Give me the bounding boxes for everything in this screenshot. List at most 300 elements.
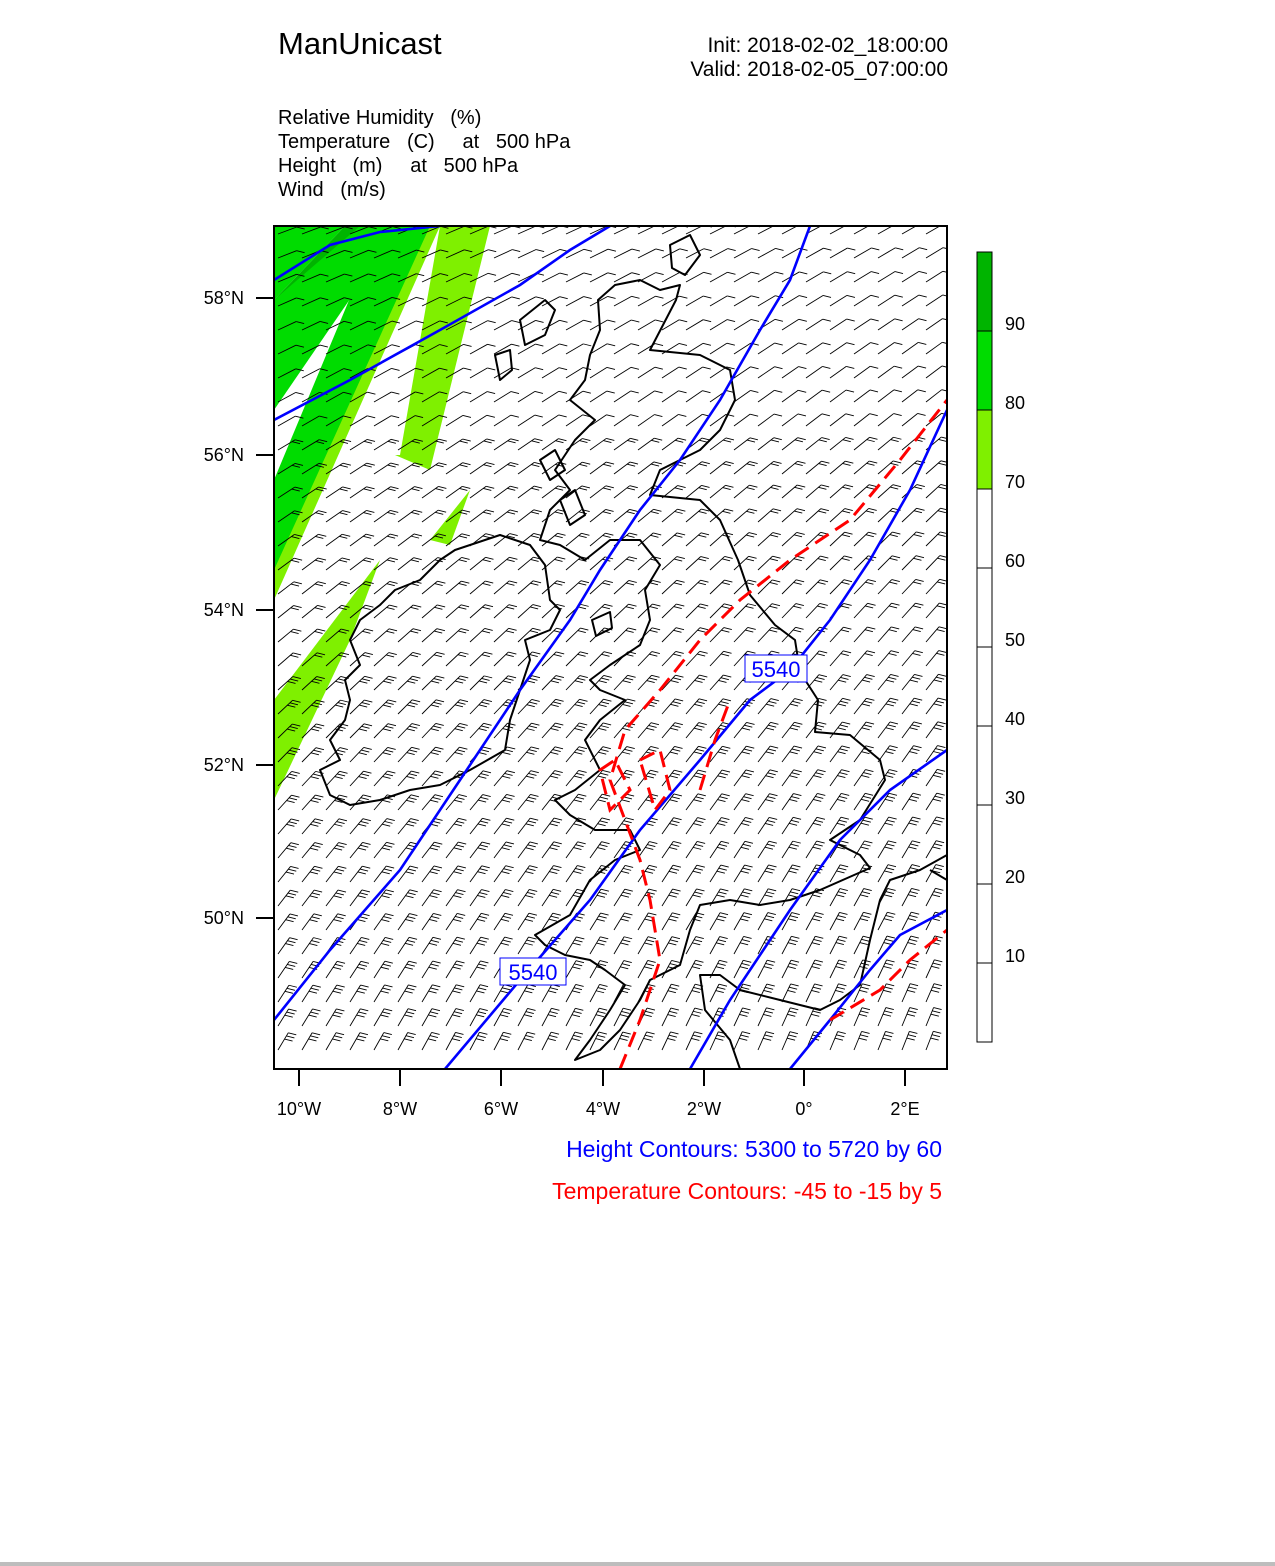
lon-axis	[277, 1069, 920, 1119]
wind-barb	[878, 1008, 886, 1026]
wind-barb	[926, 579, 940, 594]
wind-barb-feather	[438, 510, 446, 512]
wind-barb-feather	[336, 1009, 344, 1011]
wind-barb-feather	[361, 937, 369, 939]
wind-barb-feather	[336, 917, 344, 919]
wind-barb	[806, 675, 819, 690]
wind-barb-feather	[596, 1015, 604, 1017]
wind-barb	[806, 841, 817, 858]
wind-barb-feather	[767, 960, 775, 962]
wind-barb-feather	[934, 728, 942, 730]
wind-barb-feather	[359, 705, 367, 707]
wind-barb	[758, 485, 773, 498]
wind-barb-feather	[725, 556, 733, 558]
lat-tick-label: 52°N	[203, 755, 244, 775]
wind-barb-feather	[650, 770, 658, 772]
wind-barb	[854, 651, 867, 666]
wind-barb-feather	[553, 866, 561, 868]
wind-barb-feather	[725, 509, 733, 511]
wind-barb-feather	[478, 1012, 486, 1014]
wind-barb-feather	[694, 964, 702, 966]
wind-barb-feather	[669, 1011, 677, 1013]
wind-barb	[614, 913, 624, 930]
wind-barb	[446, 676, 460, 690]
wind-barb-feather	[704, 249, 712, 251]
wind-barb-feather	[842, 535, 850, 537]
wind-barb-feather	[645, 1011, 653, 1013]
wind-barb-feather	[793, 841, 801, 843]
wind-barb-feather	[813, 847, 821, 849]
wind-barb	[326, 961, 337, 978]
wind-barb-feather	[577, 726, 585, 728]
wind-barb	[446, 985, 456, 1002]
wind-barb-feather	[534, 533, 542, 535]
wind-barb	[806, 414, 822, 426]
wind-barb-feather	[746, 794, 754, 796]
wind-barb-feather	[530, 607, 538, 609]
wind-barb-feather	[460, 676, 468, 678]
wind-barb-feather	[505, 750, 513, 752]
wind-barb-feather	[672, 749, 680, 751]
wind-barb-feather	[577, 702, 585, 704]
wind-barb-feather	[478, 824, 486, 826]
wind-barb	[614, 889, 625, 906]
wind-barb-feather	[869, 485, 877, 487]
wind-barb	[470, 937, 481, 954]
wind-barb-feather	[318, 605, 326, 607]
wind-barb	[398, 1009, 408, 1026]
wind-barb	[518, 297, 536, 306]
wind-barb-feather	[337, 774, 345, 776]
wind-barb-feather	[787, 1038, 795, 1040]
wind-barb-feather	[700, 628, 708, 630]
wind-barb-feather	[648, 960, 656, 962]
wind-barb-feather	[914, 535, 922, 537]
wind-barb-feather	[813, 823, 821, 825]
wind-barb	[422, 676, 436, 690]
wind-barb-feather	[694, 940, 702, 942]
wind-barb-feather	[843, 440, 851, 442]
wind-barb	[902, 841, 912, 858]
wind-barb	[638, 438, 654, 450]
wind-barb-feather	[910, 915, 918, 917]
wind-barb-feather	[359, 753, 367, 755]
wind-barb-feather	[528, 797, 536, 799]
wind-barb-feather	[889, 630, 897, 632]
wind-barb-feather	[694, 776, 702, 778]
wind-barb-feather	[530, 794, 538, 796]
wind-barb-feather	[531, 536, 539, 538]
wind-barb-feather	[866, 463, 874, 465]
wind-barb	[518, 1008, 528, 1026]
wind-barb-feather	[367, 416, 375, 418]
wind-barb	[902, 888, 912, 906]
wind-barb-feather	[457, 750, 465, 752]
wind-barb	[326, 819, 339, 834]
wind-barb-feather	[287, 988, 295, 990]
wind-barb	[614, 438, 630, 450]
wind-barb-feather	[703, 343, 711, 345]
wind-barb-feather	[741, 800, 749, 802]
wind-barb-feather	[723, 488, 731, 490]
wind-barb-feather	[333, 967, 341, 969]
wind-barb	[638, 937, 648, 954]
wind-barb	[806, 343, 823, 354]
wind-barb	[470, 866, 482, 882]
wind-barb-feather	[751, 296, 759, 298]
wind-barb-feather	[624, 913, 632, 915]
wind-barb-feather	[434, 890, 442, 892]
wind-barb-feather	[405, 991, 413, 993]
wind-barb	[302, 961, 313, 978]
wind-barb	[758, 556, 773, 570]
wind-barb-feather	[696, 725, 704, 727]
wind-barb	[518, 699, 532, 714]
wind-barb	[782, 984, 791, 1002]
wind-barb-feather	[584, 249, 592, 251]
wind-barb-feather	[287, 777, 295, 779]
wind-barb-feather	[644, 1038, 652, 1040]
wind-barb-feather	[911, 820, 919, 822]
wind-barb	[446, 723, 460, 738]
wind-barb-feather	[527, 869, 535, 871]
wind-barb-feather	[511, 344, 519, 346]
wind-barb-feather	[335, 1012, 343, 1014]
wind-barb-feather	[745, 630, 753, 632]
wind-barb-feather	[311, 800, 319, 802]
wind-barb-feather	[286, 920, 294, 922]
wind-barb	[302, 629, 317, 642]
wind-barb-feather	[511, 392, 519, 394]
wind-barb-feather	[410, 866, 418, 868]
wind-barb-feather	[458, 631, 466, 633]
wind-barb-feather	[836, 1035, 844, 1037]
wind-barb-feather	[632, 273, 640, 275]
wind-barb	[782, 699, 795, 714]
wind-barb-feather	[386, 842, 394, 844]
wind-barb	[590, 699, 603, 714]
wind-barb-feather	[527, 940, 535, 942]
wind-barb-feather	[918, 413, 926, 415]
wind-barb-feather	[391, 463, 399, 465]
wind-barb-feather	[794, 511, 802, 513]
wind-barb-feather	[912, 653, 920, 655]
colorbar-label: 10	[1005, 946, 1026, 966]
wind-barb-feather	[912, 841, 920, 843]
wind-barb	[662, 818, 674, 834]
wind-barb-feather	[533, 581, 541, 583]
wind-barb	[686, 580, 700, 594]
wind-barb-feather	[342, 558, 350, 560]
wind-barb	[662, 913, 672, 930]
contour-label	[745, 655, 807, 682]
wind-barb-feather	[771, 440, 779, 442]
wind-barb-feather	[626, 818, 634, 820]
wind-barb-feather	[935, 888, 943, 890]
wind-barb-feather	[559, 368, 567, 370]
wind-barb	[878, 841, 888, 858]
wind-barb-feather	[746, 770, 754, 772]
wind-barb-feather	[628, 628, 636, 630]
wind-barb	[758, 343, 775, 354]
wind-barb-feather	[651, 723, 659, 725]
wind-barb-feather	[387, 512, 395, 514]
wind-barb	[806, 272, 823, 282]
wind-barb	[686, 675, 699, 690]
wind-barb-feather	[789, 871, 797, 873]
wind-barb-feather	[789, 1035, 797, 1037]
wind-barb-feather	[934, 960, 942, 962]
wind-barb	[566, 652, 580, 666]
wind-barb	[422, 842, 434, 858]
wind-barb-feather	[863, 960, 871, 962]
wind-barb-feather	[863, 773, 871, 775]
wind-barb-feather	[770, 582, 778, 584]
wind-barb-feather	[653, 509, 661, 511]
wind-barb-feather	[935, 796, 943, 798]
wind-barb	[422, 723, 436, 738]
wind-barb-feather	[812, 895, 820, 897]
wind-barb-feather	[453, 967, 461, 969]
wind-barb-feather	[337, 822, 345, 824]
wind-barb-feather	[381, 991, 389, 993]
wind-barb-feather	[919, 319, 927, 321]
wind-barb-feather	[531, 771, 539, 773]
wind-barb-feather	[742, 752, 750, 754]
wind-barb	[902, 461, 917, 474]
wind-barb-feather	[459, 583, 467, 585]
wind-barb	[446, 961, 457, 978]
wind-barb	[686, 604, 700, 618]
wind-barb-feather	[651, 440, 659, 442]
wind-barb	[662, 651, 676, 666]
wind-barb-feather	[630, 462, 638, 464]
wind-barb-feather	[870, 414, 878, 416]
wind-barb	[878, 865, 888, 882]
wind-barb	[854, 698, 866, 714]
wind-barb-feather	[311, 753, 319, 755]
wind-barb-feather	[365, 653, 373, 655]
wind-barb-feather	[311, 729, 319, 731]
wind-barb-feather	[332, 1039, 340, 1041]
wind-barb-feather	[407, 681, 415, 683]
wind-barb-feather	[410, 607, 418, 609]
wind-barb	[710, 462, 726, 474]
wind-barb-feather	[508, 676, 516, 678]
wind-barb-feather	[603, 464, 611, 466]
wind-barb-feather	[913, 558, 921, 560]
wind-barb	[638, 723, 651, 738]
wind-barb-feather	[603, 535, 611, 537]
wind-barb-feather	[555, 441, 563, 443]
wind-barb-feather	[670, 728, 678, 730]
wind-barb-feather	[479, 916, 487, 918]
wind-barb	[878, 295, 895, 306]
wind-barb	[566, 723, 579, 738]
wind-barb-feather	[692, 943, 700, 945]
wind-barb	[398, 747, 412, 762]
wind-barb-feather	[649, 865, 657, 867]
wind-barb-feather	[936, 701, 944, 703]
wind-barb-feather	[870, 343, 878, 345]
wind-barb-feather	[459, 536, 467, 538]
wind-barb-feather	[751, 272, 759, 274]
wind-barb-feather	[310, 896, 318, 898]
wind-barb	[662, 1032, 670, 1050]
wind-barb-feather	[316, 748, 324, 750]
wind-barb-feather	[383, 940, 391, 942]
wind-barb	[926, 342, 942, 354]
wind-barb-feather	[526, 800, 534, 802]
wind-barb	[782, 794, 793, 810]
wind-barb	[806, 485, 821, 498]
wind-barb-feather	[456, 821, 464, 823]
wind-barb-feather	[817, 654, 825, 656]
wind-barb	[710, 794, 722, 810]
wind-barb-feather	[603, 770, 611, 772]
wind-barb-feather	[531, 465, 539, 467]
wind-barb-feather	[457, 913, 465, 915]
wind-barb	[518, 391, 535, 402]
wind-barb-feather	[461, 629, 469, 631]
wind-barb-feather	[727, 296, 735, 298]
wind-barb-feather	[698, 606, 706, 608]
wind-barb-feather	[867, 440, 875, 442]
wind-barb-feather	[844, 580, 852, 582]
wind-barb-feather	[428, 1039, 436, 1041]
wind-barb-feather	[862, 704, 870, 706]
wind-barb	[710, 320, 727, 330]
wind-barb-feather	[414, 487, 422, 489]
wind-barb-feather	[645, 847, 653, 849]
wind-barb-feather	[692, 1014, 700, 1016]
wind-barb-feather	[359, 777, 367, 779]
wind-barb-feather	[739, 1014, 747, 1016]
wind-barb	[614, 509, 630, 522]
wind-barb-feather	[416, 297, 424, 299]
wind-barb-feather	[933, 799, 941, 801]
wind-barb-feather	[741, 895, 749, 897]
wind-barb-feather	[288, 869, 296, 871]
wind-barb-feather	[554, 842, 562, 844]
wind-barb-feather	[912, 865, 920, 867]
wind-barb-feather	[461, 652, 469, 654]
wind-barb-feather	[720, 889, 728, 891]
wind-barb-feather	[722, 583, 730, 585]
wind-barb-feather	[503, 940, 511, 942]
wind-barb	[758, 960, 767, 978]
wind-barb-feather	[406, 800, 414, 802]
wind-barb-feather	[836, 919, 844, 921]
wind-barb-feather	[724, 651, 732, 653]
wind-barb-feather	[842, 698, 850, 700]
wind-barb-feather	[382, 872, 390, 874]
wind-barb	[806, 509, 821, 522]
wind-barb-feather	[365, 676, 373, 678]
wind-barb-feather	[434, 607, 442, 609]
wind-barb	[926, 1031, 933, 1050]
wind-barb-feather	[838, 1032, 846, 1034]
wind-barb	[686, 960, 695, 978]
wind-barb-feather	[435, 584, 443, 586]
wind-barb	[782, 461, 797, 474]
wind-barb-feather	[935, 772, 943, 774]
wind-barb	[278, 653, 293, 666]
wind-barb	[374, 795, 387, 810]
wind-barb	[494, 652, 508, 666]
wind-barb	[374, 676, 389, 690]
wind-barb-feather	[431, 940, 439, 942]
wind-barb-feather	[621, 1035, 629, 1037]
wind-barb-feather	[816, 725, 824, 727]
wind-barb-feather	[931, 990, 939, 992]
wind-barb-feather	[864, 725, 872, 727]
wind-barb-feather	[839, 960, 847, 962]
wind-barb-feather	[630, 415, 638, 417]
wind-barb-feather	[512, 321, 520, 323]
wind-barb-feather	[580, 628, 588, 630]
wind-barb-feather	[504, 845, 512, 847]
wind-barb	[446, 581, 461, 594]
wind-barb	[518, 368, 535, 378]
wind-barb-feather	[813, 963, 821, 965]
wind-barb-feather	[312, 1033, 320, 1035]
wind-barb-feather	[695, 680, 703, 682]
wind-barb-feather	[436, 441, 444, 443]
wind-barb	[422, 866, 434, 882]
wind-barb-feather	[813, 799, 821, 801]
wind-barb-feather	[357, 1015, 365, 1017]
wind-barb-feather	[482, 607, 490, 609]
wind-barb-feather	[504, 1008, 512, 1010]
wind-barb	[662, 272, 680, 282]
wind-barb-feather	[908, 1035, 916, 1037]
wind-barb-feather	[334, 848, 342, 850]
wind-barb-feather	[309, 944, 317, 946]
wind-barb-feather	[432, 845, 440, 847]
wind-barb-feather	[428, 1015, 436, 1017]
wind-barb-feather	[311, 988, 319, 990]
wind-barb	[830, 580, 844, 594]
wind-barb-feather	[340, 465, 348, 467]
wind-barb-feather	[364, 441, 372, 443]
wind-barb	[566, 770, 579, 786]
wind-barb-feather	[525, 895, 533, 897]
wind-barb	[734, 485, 749, 498]
wind-barb-feather	[530, 818, 538, 820]
wind-barb-feather	[459, 560, 467, 562]
wind-barb-feather	[726, 438, 734, 440]
wind-barb-feather	[775, 343, 783, 345]
wind-barb	[566, 344, 583, 354]
wind-barb-feather	[871, 272, 879, 274]
wind-barb-feather	[799, 319, 807, 321]
wind-barb-feather	[717, 895, 725, 897]
wind-barb-feather	[387, 536, 395, 538]
wind-barb-feather	[863, 820, 871, 822]
wind-barb-feather	[549, 1035, 557, 1037]
wind-barb-feather	[716, 919, 724, 921]
wind-barb-feather	[601, 913, 609, 915]
wind-barb	[422, 890, 434, 906]
wind-barb-feather	[699, 699, 707, 701]
wind-barb-feather	[644, 1015, 652, 1017]
wind-barb	[758, 1032, 766, 1050]
wind-barb	[926, 960, 934, 978]
wind-barb-feather	[718, 680, 726, 682]
lat-tick-label: 50°N	[203, 908, 244, 928]
wind-barb-feather	[463, 368, 471, 370]
